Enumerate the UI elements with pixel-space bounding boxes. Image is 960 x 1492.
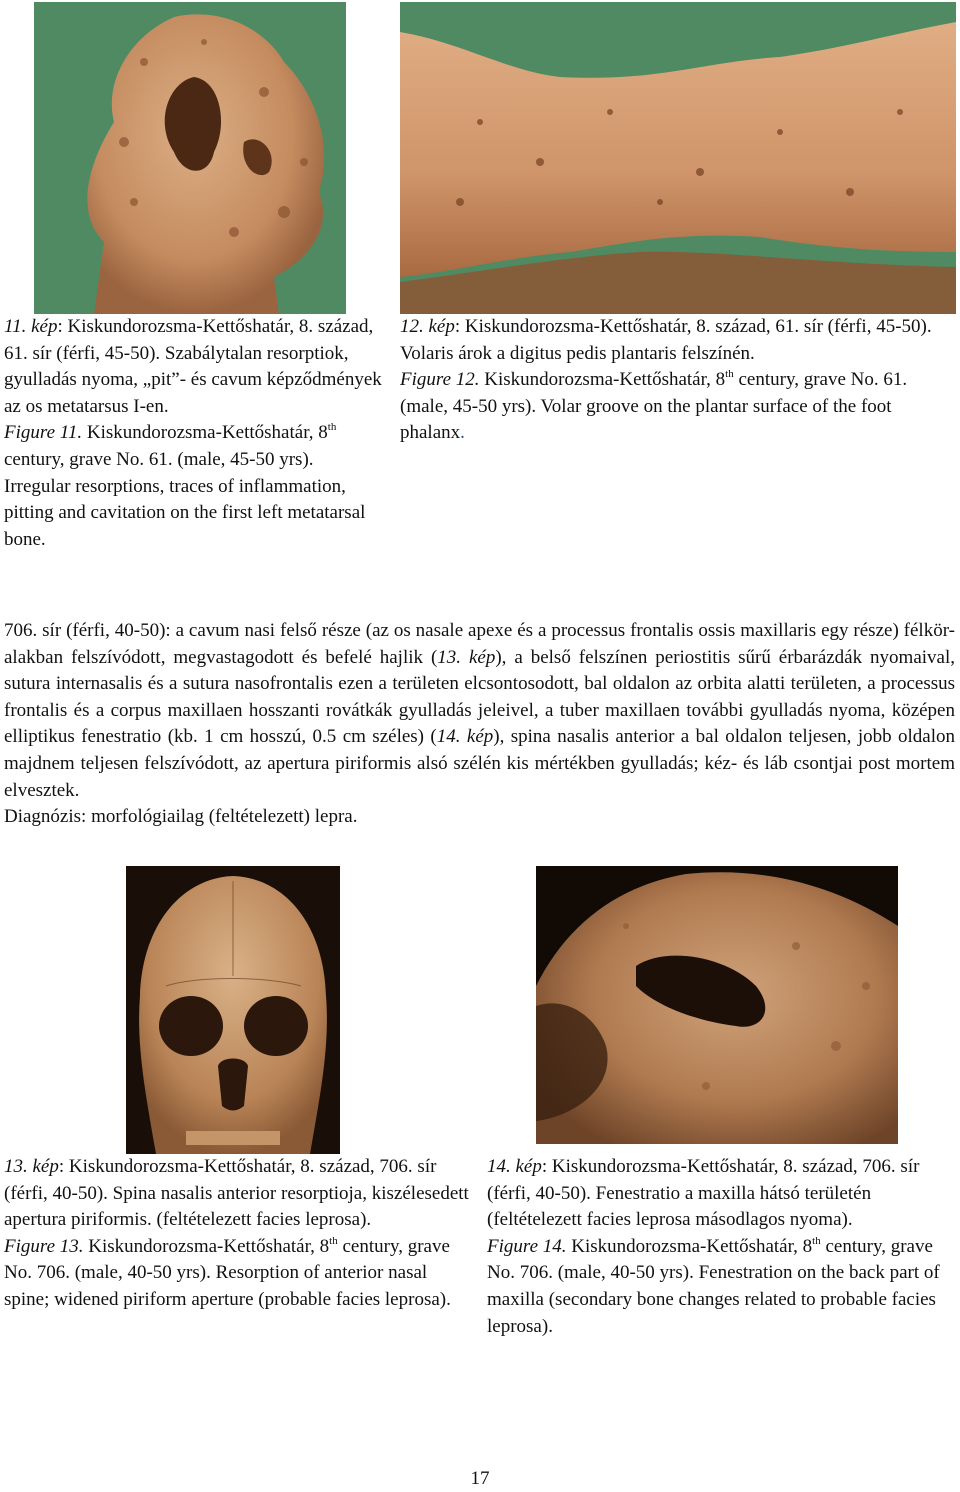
figure-11-caption: [4, 314, 384, 553]
figure-13-en-label: Figure 13.: [4, 1235, 84, 1257]
figure-12-hu-text: : Kiskundorozsma-Kettőshatár, 8. század, 61. sír (férfi, 45-50). Volaris árok a digitus pedis plantaris felszínén.: [400, 316, 932, 364]
figure-14-hu-label: 14. kép: [487, 1156, 542, 1177]
figure-13-photo: [126, 866, 340, 1154]
page-number: 17: [470, 1468, 490, 1489]
figure-12-en-post: century, grave No. 61. (male, 45-50 yrs). Volar groove on the plantar surface of the foot phalanx: [400, 369, 908, 444]
figure-12-en-sup: th: [725, 368, 734, 381]
figure-11-hu-text: : Kiskundorozsma-Kettőshatár, 8. század, 61. sír (férfi, 45-50). Szabálytalan resorptiok, gyulladás nyoma, „pit”- és cavum képződmények az os metatarsus I-en.: [4, 316, 382, 417]
figure-14-caption: [487, 1154, 955, 1340]
body-ref-13: 13. kép: [437, 646, 496, 668]
figure-11-hu-label: 11. kép: [4, 316, 58, 337]
figure-13-en-post: century, grave No. 706. (male, 40-50 yrs). Resorption of anterior nasal spine; widened piriform aperture (probable facies leprosa).: [4, 1235, 451, 1310]
figure-11-en-post: century, grave No. 61. (male, 45-50 yrs). Irregular resorptions, traces of inflammation, pitting and cavitation on the first left metatarsal bone.: [4, 448, 366, 550]
body-p1-part-b: ), a belső felszínen periostitis sűrű érbarázdák nyomaival, sutura internasalis és a sutura nasofrontalis ezen a területen elcsontosodott, bal oldalon az orbita alatti területen, a processus frontalis és a corpus maxillaen hosszanti rovátkák gyulladás jeleivel, a tuber maxillaen további gyulladás nyoma, középen elliptikus fenestratio (kb. 1 cm hosszú, 0.5 cm széles) (: [4, 646, 956, 748]
figure-14-en-label: Figure 14.: [487, 1235, 567, 1257]
figure-14-hu-text: : Kiskundorozsma-Kettőshatár, 8. század, 706. sír (férfi, 40-50). Fenestratio a maxilla hátsó területén (feltételezett facies leprosa másodlagos nyoma).: [487, 1156, 920, 1231]
figure-14-en-sup: th: [812, 1234, 821, 1247]
figure-13-en-pre: Kiskundorozsma-Kettőshatár, 8: [83, 1235, 330, 1257]
figure-14-en-pre: Kiskundorozsma-Kettőshatár, 8: [566, 1235, 813, 1257]
body-text: [4, 618, 955, 831]
figure-11-en-sup: th: [327, 421, 337, 434]
body-p1-part-a: 706. sír (férfi, 40-50): a cavum nasi felső része (az os nasale apexe és a processus frontalis ossis maxillaris egy része) félkör-alakban felszívódott, megvastagodott és befelé hajlik (: [4, 620, 955, 668]
body-ref-14: 14. kép: [436, 726, 494, 748]
figure-11-en-pre: Kiskundorozsma-Kettőshatár, 8: [82, 422, 328, 444]
figure-12-photo: [400, 2, 956, 314]
body-paragraph-1: [4, 618, 955, 804]
body-paragraph-2: Diagnózis: morfológiailag (feltételezett) lepra.: [4, 806, 358, 828]
figure-14-photo: [536, 866, 898, 1144]
figure-12-caption: [400, 314, 956, 447]
figure-13-hu-label: 13. kép: [4, 1156, 59, 1177]
figure-12-en-label: Figure 12.: [400, 369, 480, 391]
figure-14-en-post: century, grave No. 706. (male, 40-50 yrs). Fenestration on the back part of maxilla (secondary bone changes related to probable facies leprosa).: [487, 1235, 940, 1337]
figure-13-caption: [4, 1154, 474, 1314]
figure-12-en-pre: Kiskundorozsma-Kettőshatár, 8: [479, 369, 726, 391]
figure-13-hu-text: : Kiskundorozsma-Kettőshatár, 8. század, 706. sír (férfi, 40-50). Spina nasalis anterior resorptioja, kiszélesedett apertura piriformis. (feltételezett facies leprosa).: [4, 1156, 469, 1231]
figure-11-en-label: Figure 11.: [4, 422, 83, 444]
body-p1-part-c: ), spina nasalis anterior a bal oldalon teljesen, jobb oldalon majdnem teljesen felszívódott, az apertura piriformis alsó szélén kis mértékben gyulladás; kéz- és láb csontjai post mortem elvesztek.: [4, 726, 955, 801]
figure-13-en-sup: th: [329, 1234, 338, 1247]
figure-12-hu-label: 12. kép: [400, 316, 455, 337]
figure-11-photo: [34, 2, 346, 314]
figure-12-en-end: .: [460, 422, 465, 444]
